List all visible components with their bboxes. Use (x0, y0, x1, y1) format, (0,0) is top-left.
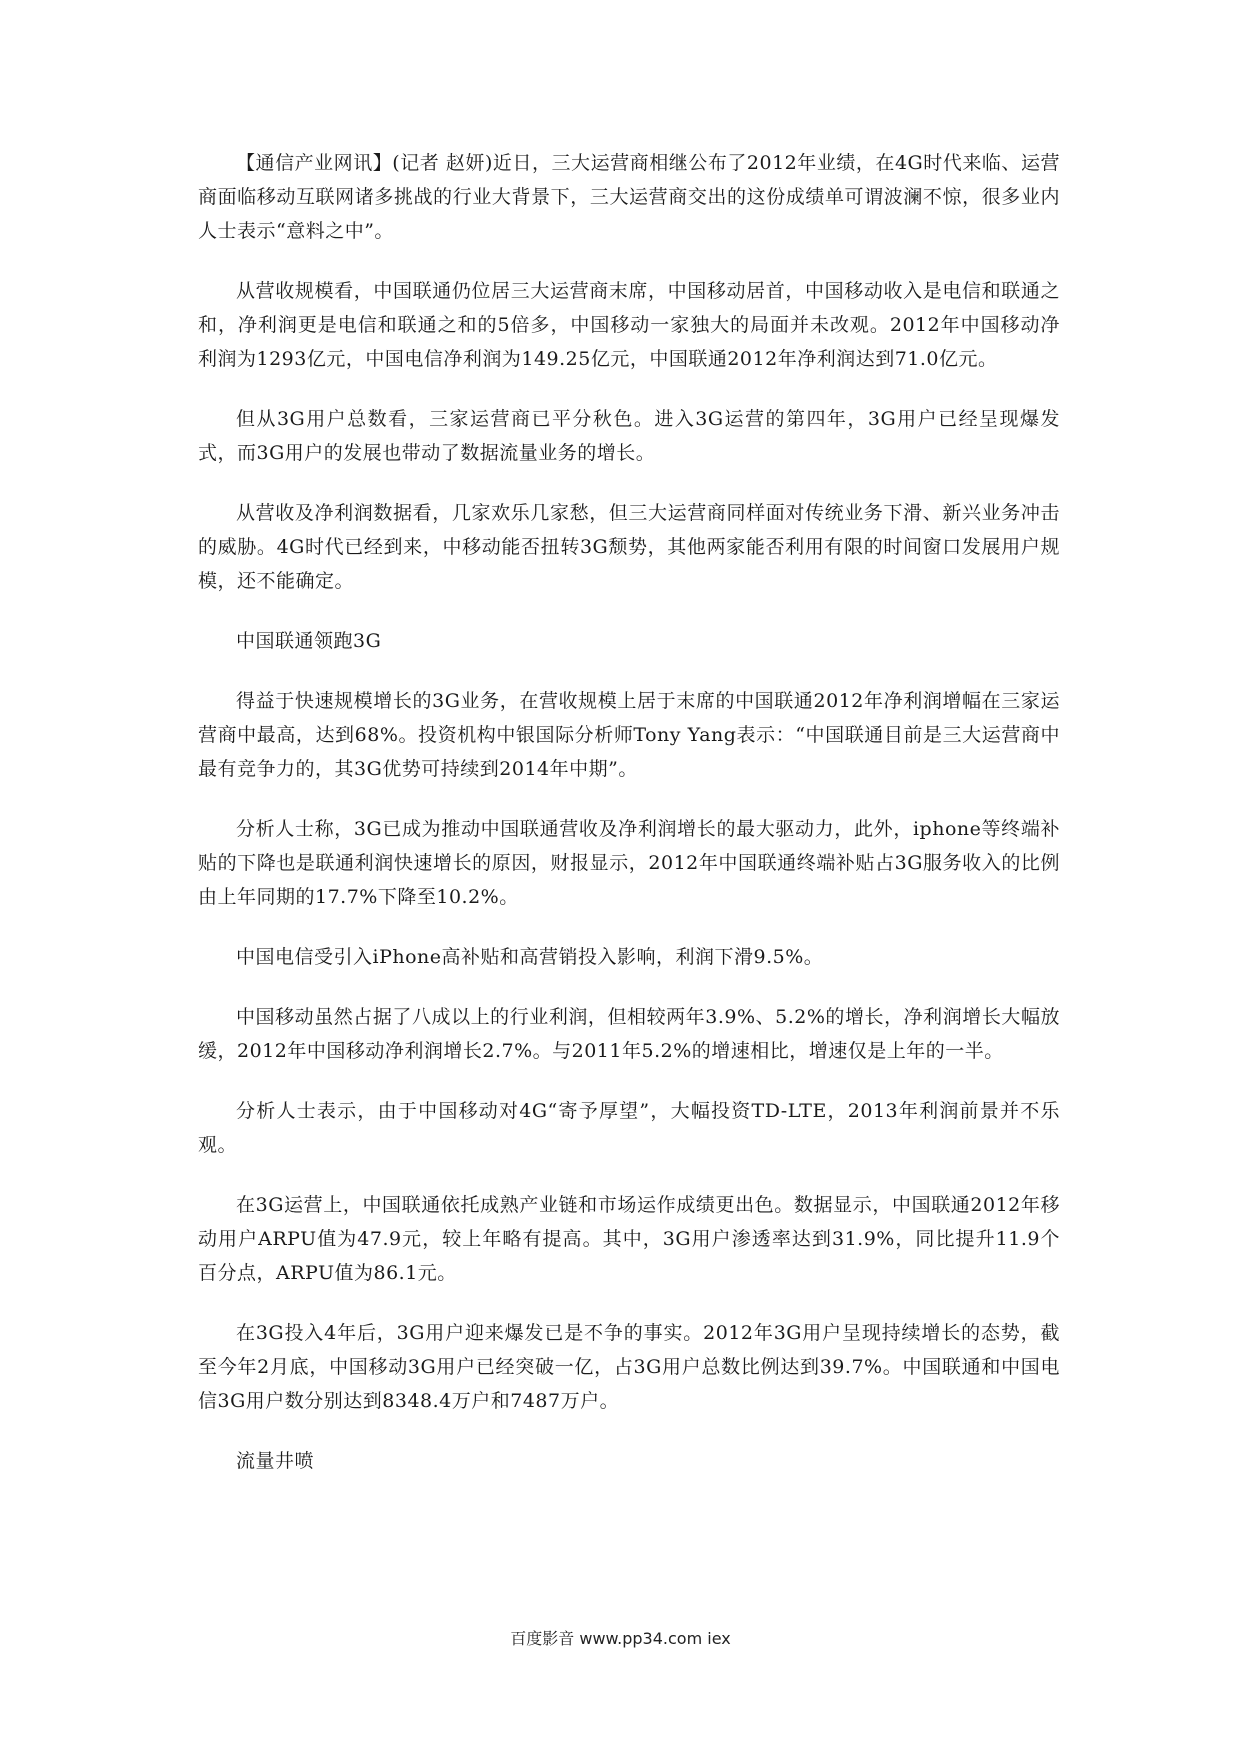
article-body (198, 146, 1060, 1504)
article-paragraph: 在3G投入4年后，3G用户迎来爆发已是不争的事实。2012年3G用户呈现持续增长的态势，截至今年2月底，中国移动3G用户已经突破一亿，占3G用户总数比例达到39.7%。中国联通和中国电信3G用户数分别达到8348.4万户和7487万户。 (198, 1322, 1060, 1412)
article-paragraph: 得益于快速规模增长的3G业务，在营收规模上居于末席的中国联通2012年净利润增幅在三家运营商中最高，达到68%。投资机构中银国际分析师Tony Yang表示：“中国联通目前是三大运营商中最有竞争力的，其3G优势可持续到2014年中期”。 (198, 690, 1060, 780)
article-paragraph: 分析人士称，3G已成为推动中国联通营收及净利润增长的最大驱动力，此外，iphone等终端补贴的下降也是联通利润快速增长的原因，财报显示，2012年中国联通终端补贴占3G服务收入的比例由上年同期的17.7%下降至10.2%。 (198, 818, 1060, 908)
article-paragraph: 分析人士表示，由于中国移动对4G“寄予厚望”，大幅投资TD-LTE，2013年利润前景并不乐观。 (198, 1100, 1060, 1156)
article-paragraph: 【通信产业网讯】(记者 赵妍)近日，三大运营商相继公布了2012年业绩，在4G时代来临、运营商面临移动互联网诸多挑战的行业大背景下，三大运营商交出的这份成绩单可谓波澜不惊，很多业内人士表示“意料之中”。 (198, 152, 1060, 242)
article-paragraph: 中国电信受引入iPhone高补贴和高营销投入影响，利润下滑9.5%。 (236, 946, 824, 968)
section-heading: 流量井喷 (236, 1450, 315, 1472)
article-paragraph: 但从3G用户总数看，三家运营商已平分秋色。进入3G运营的第四年，3G用户已经呈现爆发式，而3G用户的发展也带动了数据流量业务的增长。 (198, 408, 1060, 464)
article-paragraph: 从营收规模看，中国联通仍位居三大运营商末席，中国移动居首，中国移动收入是电信和联通之和，净利润更是电信和联通之和的5倍多，中国移动一家独大的局面并未改观。2012年中国移动净利润为1293亿元，中国电信净利润为149.25亿元，中国联通2012年净利润达到71.0亿元。 (198, 280, 1060, 370)
article-paragraph: 从营收及净利润数据看，几家欢乐几家愁，但三大运营商同样面对传统业务下滑、新兴业务冲击的威胁。4G时代已经到来，中移动能否扭转3G颓势，其他两家能否利用有限的时间窗口发展用户规模，还不能确定。 (198, 502, 1060, 592)
article-paragraph: 中国移动虽然占据了八成以上的行业利润，但相较两年3.9%、5.2%的增长，净利润增长大幅放缓，2012年中国移动净利润增长2.7%。与2011年5.2%的增速相比，增速仅是上年的一半。 (198, 1006, 1060, 1062)
page-footer: 百度影音 www.pp34.com iex (510, 1629, 731, 1648)
section-heading: 中国联通领跑3G (236, 630, 382, 652)
article-paragraph: 在3G运营上，中国联通依托成熟产业链和市场运作成绩更出色。数据显示，中国联通2012年移动用户ARPU值为47.9元，较上年略有提高。其中，3G用户渗透率达到31.9%，同比提升11.9个百分点，ARPU值为86.1元。 (198, 1194, 1060, 1284)
